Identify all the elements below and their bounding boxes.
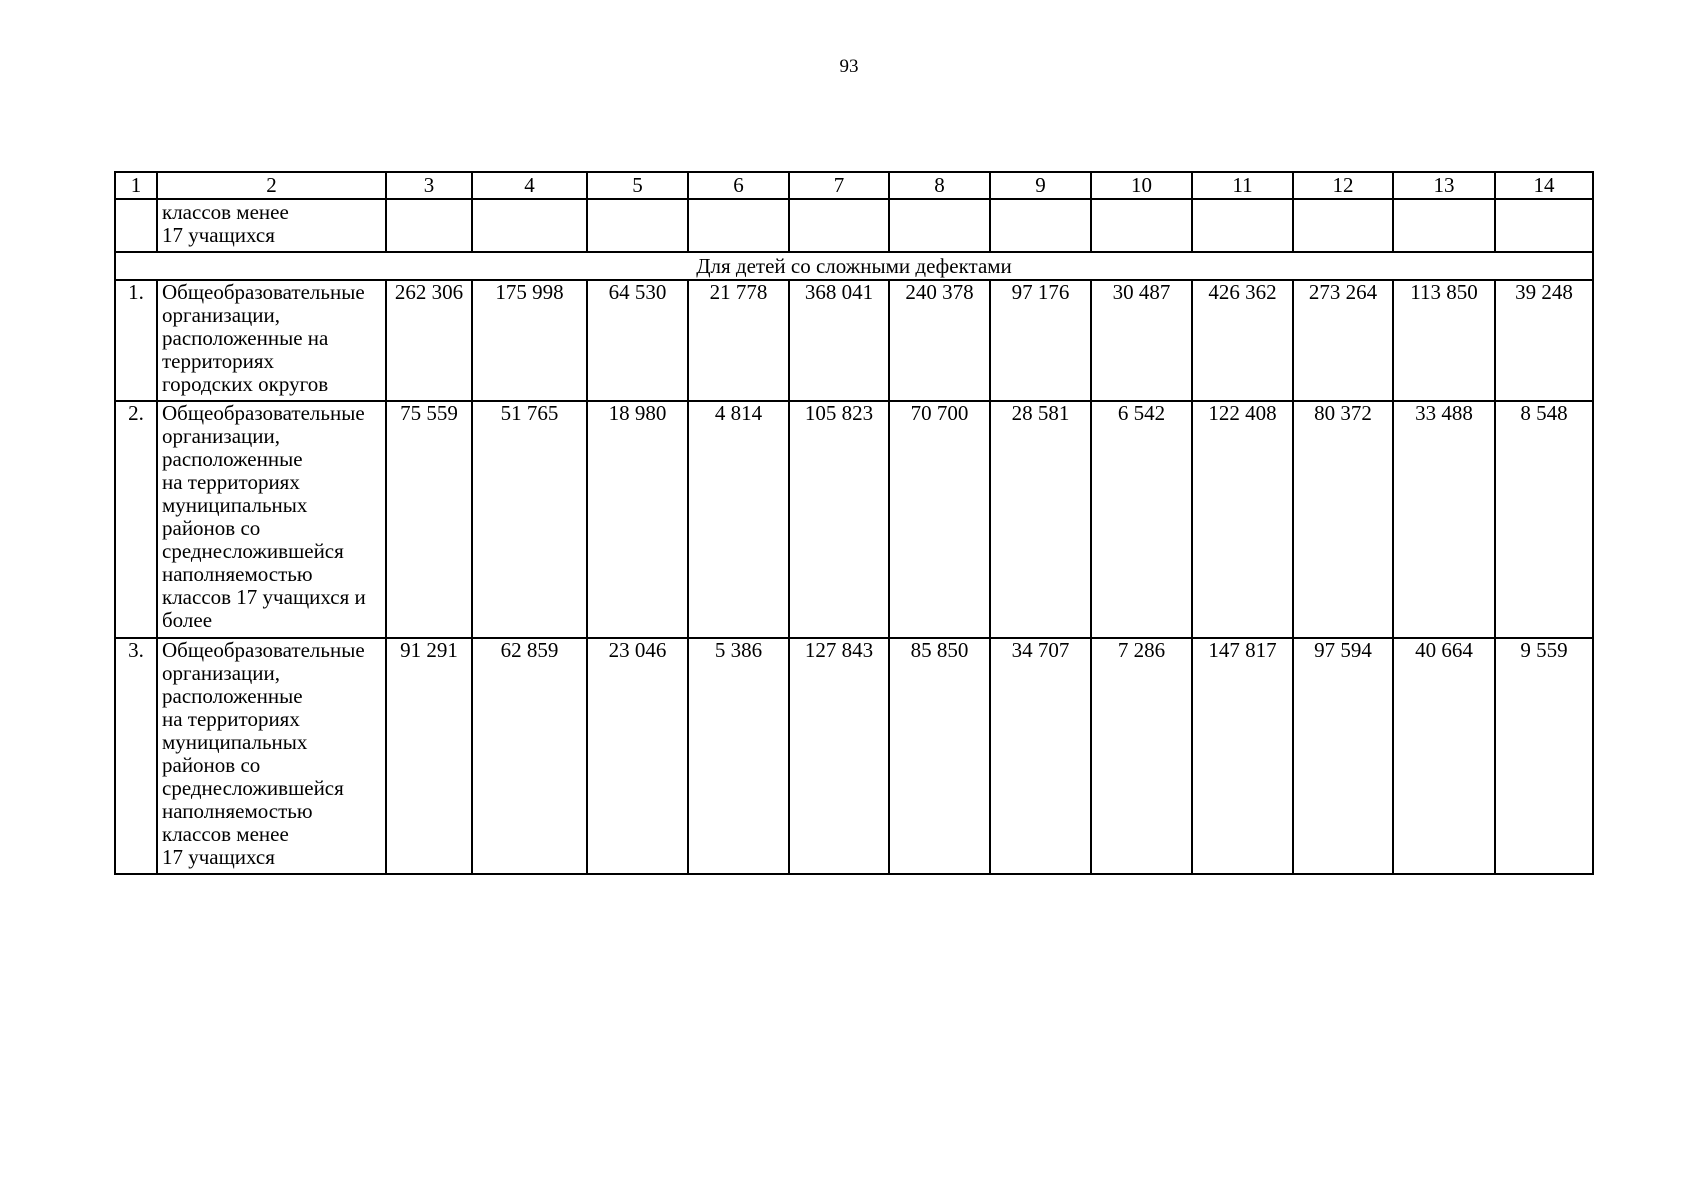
value-cell: 91 291 xyxy=(386,638,472,874)
row-name-cell: Общеобразовательные организации, расположенные на территориях муниципальных районов со среднесложившейся наполняемостью классов 17 учащихся и более xyxy=(157,401,386,638)
value-cell: 39 248 xyxy=(1495,280,1593,401)
column-number: 6 xyxy=(688,172,789,199)
value-cell: 368 041 xyxy=(789,280,889,401)
value-cell: 7 286 xyxy=(1091,638,1192,874)
section-row xyxy=(115,252,1593,280)
value-cell xyxy=(386,199,472,252)
value-cell xyxy=(889,199,990,252)
value-cell xyxy=(990,199,1091,252)
value-cell: 64 530 xyxy=(587,280,688,401)
value-cell: 127 843 xyxy=(789,638,889,874)
value-cell: 262 306 xyxy=(386,280,472,401)
value-cell: 85 850 xyxy=(889,638,990,874)
value-cell: 80 372 xyxy=(1293,401,1393,638)
column-number: 10 xyxy=(1091,172,1192,199)
value-cell: 51 765 xyxy=(472,401,587,638)
value-cell: 122 408 xyxy=(1192,401,1293,638)
value-cell: 18 980 xyxy=(587,401,688,638)
row-number-cell: 2. xyxy=(115,401,157,638)
value-cell: 40 664 xyxy=(1393,638,1495,874)
value-cell: 97 176 xyxy=(990,280,1091,401)
row-name-cell: классов менее 17 учащихся xyxy=(157,199,386,252)
value-cell: 30 487 xyxy=(1091,280,1192,401)
column-number: 11 xyxy=(1192,172,1293,199)
value-cell: 6 542 xyxy=(1091,401,1192,638)
column-number: 13 xyxy=(1393,172,1495,199)
continuation-row xyxy=(115,199,1593,252)
table-row xyxy=(115,638,1593,874)
table-row xyxy=(115,401,1593,638)
row-name-cell: Общеобразовательные организации, расположенные на территориях городских округов xyxy=(157,280,386,401)
table-row xyxy=(115,280,1593,401)
value-cell: 4 814 xyxy=(688,401,789,638)
column-number: 3 xyxy=(386,172,472,199)
value-cell xyxy=(1393,199,1495,252)
value-cell xyxy=(1091,199,1192,252)
value-cell: 28 581 xyxy=(990,401,1091,638)
column-number: 7 xyxy=(789,172,889,199)
section-title: Для детей со сложными дефектами xyxy=(115,252,1593,280)
column-number: 8 xyxy=(889,172,990,199)
value-cell xyxy=(688,199,789,252)
column-number: 1 xyxy=(115,172,157,199)
value-cell: 62 859 xyxy=(472,638,587,874)
value-cell: 240 378 xyxy=(889,280,990,401)
value-cell xyxy=(1192,199,1293,252)
value-cell: 273 264 xyxy=(1293,280,1393,401)
data-table xyxy=(114,171,1594,875)
value-cell: 426 362 xyxy=(1192,280,1293,401)
page-number: 93 xyxy=(839,56,859,77)
value-cell: 75 559 xyxy=(386,401,472,638)
value-cell: 21 778 xyxy=(688,280,789,401)
value-cell: 97 594 xyxy=(1293,638,1393,874)
value-cell: 175 998 xyxy=(472,280,587,401)
column-number: 12 xyxy=(1293,172,1393,199)
value-cell: 8 548 xyxy=(1495,401,1593,638)
value-cell xyxy=(789,199,889,252)
column-number: 5 xyxy=(587,172,688,199)
row-number-cell: 1. xyxy=(115,280,157,401)
column-number: 9 xyxy=(990,172,1091,199)
value-cell: 5 386 xyxy=(688,638,789,874)
column-number-header-row xyxy=(115,172,1593,199)
value-cell: 105 823 xyxy=(789,401,889,638)
column-number: 4 xyxy=(472,172,587,199)
value-cell xyxy=(1293,199,1393,252)
column-number: 14 xyxy=(1495,172,1593,199)
value-cell: 34 707 xyxy=(990,638,1091,874)
row-number-cell: 3. xyxy=(115,638,157,874)
column-number: 2 xyxy=(157,172,386,199)
value-cell: 113 850 xyxy=(1393,280,1495,401)
value-cell xyxy=(587,199,688,252)
row-number-cell xyxy=(115,199,157,252)
value-cell: 23 046 xyxy=(587,638,688,874)
value-cell: 147 817 xyxy=(1192,638,1293,874)
value-cell: 33 488 xyxy=(1393,401,1495,638)
value-cell: 70 700 xyxy=(889,401,990,638)
row-name-cell: Общеобразовательные организации, расположенные на территориях муниципальных районов со среднесложившейся наполняемостью классов менее 17 учащихся xyxy=(157,638,386,874)
value-cell xyxy=(1495,199,1593,252)
value-cell: 9 559 xyxy=(1495,638,1593,874)
value-cell xyxy=(472,199,587,252)
